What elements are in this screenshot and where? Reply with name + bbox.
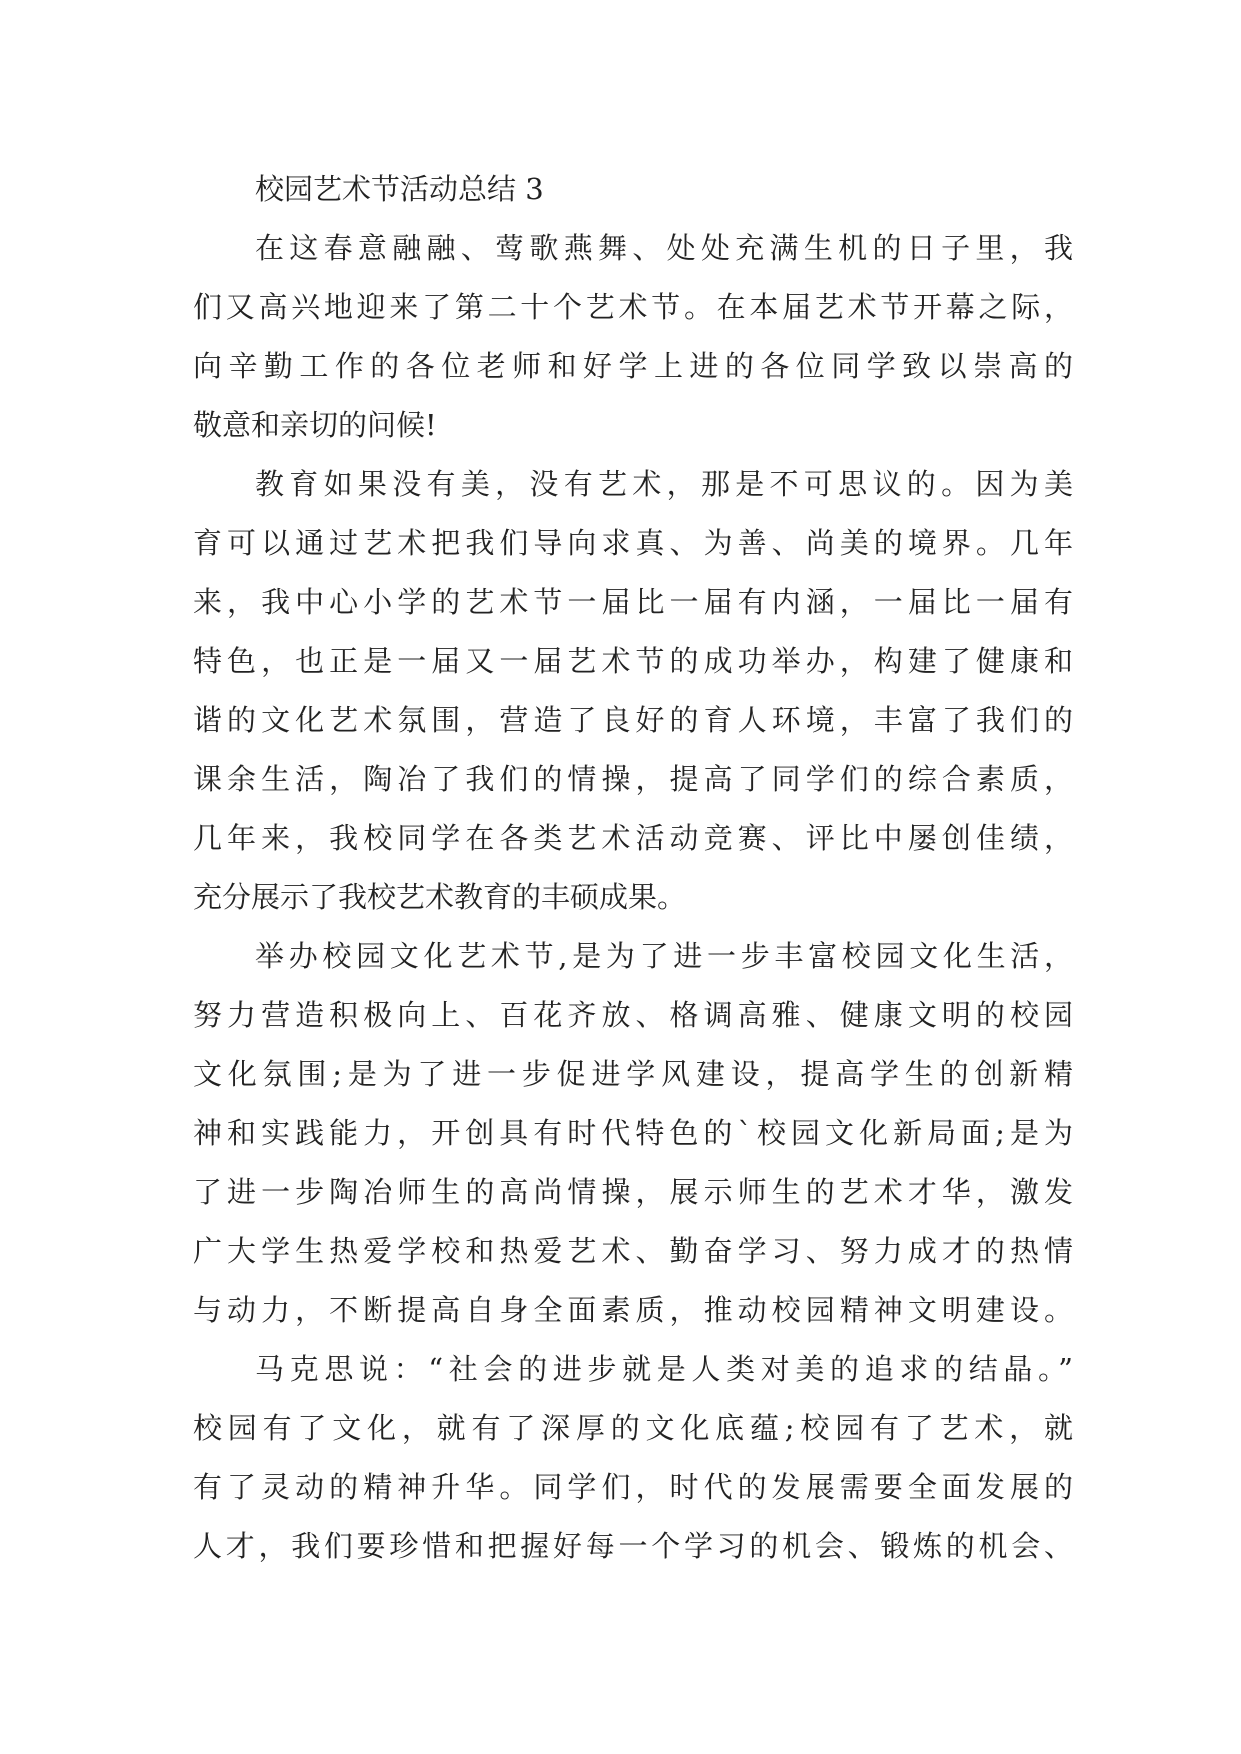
paragraph-line: 校园有了文化，就有了深厚的文化底蕴;校园有了艺术，就 <box>193 1411 1073 1445</box>
paragraph-line: 敬意和亲切的问候! <box>193 408 437 442</box>
paragraph-2 <box>193 455 1073 927</box>
paragraph-line: 广大学生热爱学校和热爱艺术、勤奋学习、努力成才的热情 <box>193 1234 1073 1268</box>
paragraph-line: 向辛勤工作的各位老师和好学上进的各位同学致以崇高的 <box>193 349 1073 383</box>
paragraph-1 <box>193 219 1073 455</box>
paragraph-line: 举办校园文化艺术节,是为了进一步丰富校园文化生活， <box>255 939 1073 973</box>
paragraph-line: 与动力，不断提高自身全面素质，推动校园精神文明建设。 <box>193 1293 1073 1327</box>
paragraph-line: 教育如果没有美，没有艺术，那是不可思议的。因为美 <box>255 467 1073 501</box>
document-body <box>193 160 1073 1576</box>
paragraph-line: 几年来，我校同学在各类艺术活动竞赛、评比中屡创佳绩， <box>193 821 1073 855</box>
paragraph-line: 充分展示了我校艺术教育的丰硕成果。 <box>193 880 687 914</box>
paragraph-line: 们又高兴地迎来了第二十个艺术节。在本届艺术节开幕之际， <box>193 290 1073 324</box>
paragraph-line: 马克思说：“社会的进步就是人类对美的追求的结晶。” <box>255 1352 1073 1386</box>
document-title: 校园艺术节活动总结 3 <box>255 172 544 206</box>
paragraph-line: 谐的文化艺术氛围，营造了良好的育人环境，丰富了我们的 <box>193 703 1073 737</box>
paragraph-line: 在这春意融融、莺歌燕舞、处处充满生机的日子里，我 <box>255 231 1073 265</box>
paragraph-line: 育可以通过艺术把我们导向求真、为善、尚美的境界。几年 <box>193 526 1073 560</box>
paragraph-line: 努力营造积极向上、百花齐放、格调高雅、健康文明的校园 <box>193 998 1073 1032</box>
paragraph-4 <box>193 1340 1073 1576</box>
paragraph-3 <box>193 927 1073 1340</box>
paragraph-line: 特色，也正是一届又一届艺术节的成功举办，构建了健康和 <box>193 644 1073 678</box>
paragraph-line: 课余生活，陶冶了我们的情操，提高了同学们的综合素质， <box>193 762 1073 796</box>
paragraph-line: 了进一步陶冶师生的高尚情操，展示师生的艺术才华，激发 <box>193 1175 1073 1209</box>
paragraph-line: 神和实践能力，开创具有时代特色的`校园文化新局面;是为 <box>193 1116 1073 1150</box>
paragraph-line: 来，我中心小学的艺术节一届比一届有内涵，一届比一届有 <box>193 585 1073 619</box>
paragraph-line: 文化氛围;是为了进一步促进学风建设，提高学生的创新精 <box>193 1057 1073 1091</box>
paragraph-line: 有了灵动的精神升华。同学们，时代的发展需要全面发展的 <box>193 1470 1073 1504</box>
paragraph-line: 人才，我们要珍惜和把握好每一个学习的机会、锻炼的机会、 <box>193 1529 1073 1563</box>
